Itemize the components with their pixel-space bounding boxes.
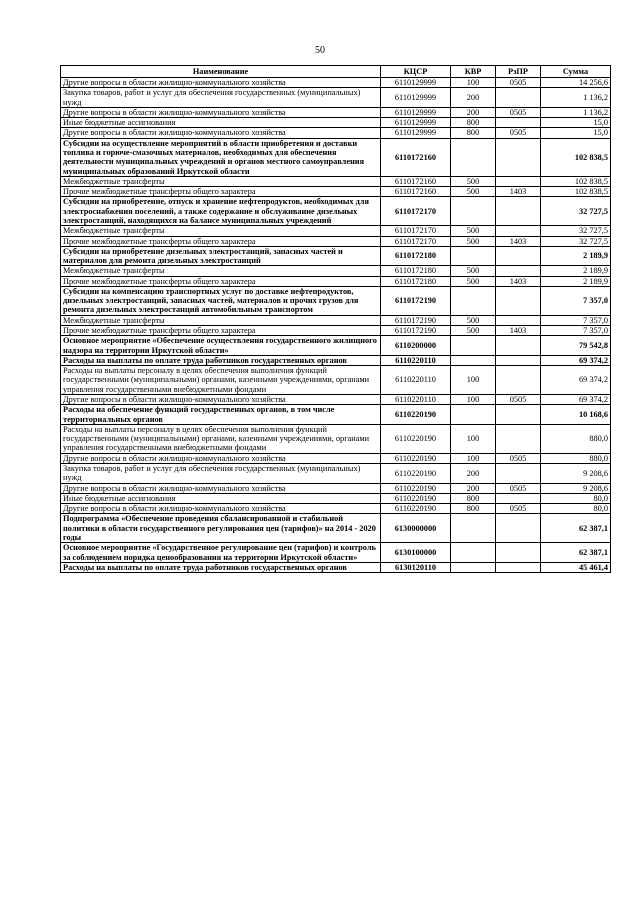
cell-sum: 69 374,2	[541, 355, 611, 365]
cell-code: 6110220190	[381, 504, 451, 514]
cell-code: 6130100000	[381, 543, 451, 563]
cell-sum: 62 387,1	[541, 543, 611, 563]
cell-kvr: 200	[451, 88, 496, 108]
cell-sum: 15,0	[541, 118, 611, 128]
cell-code: 6110172160	[381, 187, 451, 197]
cell-name: Прочие межбюджетные трансферты общего характера	[61, 276, 381, 286]
cell-rz	[496, 286, 541, 315]
cell-code: 6110129999	[381, 88, 451, 108]
cell-code: 6110172160	[381, 176, 451, 186]
cell-kvr	[451, 514, 496, 543]
cell-sum: 1 136,2	[541, 107, 611, 117]
cell-sum: 2 189,9	[541, 276, 611, 286]
cell-sum: 102 838,5	[541, 187, 611, 197]
cell-kvr: 200	[451, 483, 496, 493]
cell-rz: 0505	[496, 128, 541, 138]
table-body	[61, 78, 611, 573]
cell-code: 6110172180	[381, 266, 451, 276]
cell-kvr: 200	[451, 463, 496, 483]
table-row	[61, 326, 611, 336]
cell-name: Субсидии на приобретение, отпуск и хранение нефтепродуктов, необходимых для электроснабжения поселений, а также содержание и обслуживание дизельных электростанций, находящихся на балансе муниципальных учреждений	[61, 197, 381, 226]
cell-sum: 15,0	[541, 128, 611, 138]
cell-kvr: 100	[451, 395, 496, 405]
cell-code: 6110129999	[381, 128, 451, 138]
budget-table	[60, 65, 611, 573]
cell-rz: 0505	[496, 107, 541, 117]
table-row	[61, 493, 611, 503]
table-row	[61, 395, 611, 405]
cell-kvr: 100	[451, 78, 496, 88]
cell-code: 6110220190	[381, 463, 451, 483]
cell-kvr: 500	[451, 315, 496, 325]
cell-kvr: 500	[451, 226, 496, 236]
cell-kvr	[451, 246, 496, 266]
cell-code: 6110220110	[381, 395, 451, 405]
cell-rz: 0505	[496, 504, 541, 514]
cell-name: Другие вопросы в области жилищно-коммунального хозяйства	[61, 395, 381, 405]
table-row	[61, 453, 611, 463]
cell-name: Иные бюджетные ассигнования	[61, 493, 381, 503]
cell-name: Субсидии на компенсацию транспортных услуг по доставке нефтепродуктов, дизельных электростанций, запасных частей, материалов и прочих грузов для ремонта дизельных электростанций автомобильным транспортом	[61, 286, 381, 315]
table-row	[61, 88, 611, 108]
cell-kvr: 500	[451, 176, 496, 186]
table-row	[61, 562, 611, 572]
header-kvr: КВР	[451, 66, 496, 78]
cell-name: Другие вопросы в области жилищно-коммунального хозяйства	[61, 78, 381, 88]
table-row	[61, 138, 611, 176]
cell-sum: 69 374,2	[541, 395, 611, 405]
cell-rz	[496, 336, 541, 356]
cell-name: Субсидии на приобретение дизельных электростанций, запасных частей и материалов для ремонта дизельных электростанций	[61, 246, 381, 266]
header-code: КЦСР	[381, 66, 451, 78]
cell-kvr	[451, 562, 496, 572]
cell-kvr: 500	[451, 326, 496, 336]
table-row	[61, 504, 611, 514]
table-row	[61, 424, 611, 453]
cell-sum: 10 168,6	[541, 405, 611, 425]
cell-rz	[496, 138, 541, 176]
cell-name: Основное мероприятие «Государственное регулирование цен (тарифов) и контроль за соблюдением порядка ценообразования на территории Иркутской области»	[61, 543, 381, 563]
table-row	[61, 276, 611, 286]
page-number: 50	[315, 45, 325, 56]
cell-code: 6110129999	[381, 78, 451, 88]
cell-sum: 2 189,9	[541, 246, 611, 266]
cell-sum: 1 136,2	[541, 88, 611, 108]
cell-kvr: 500	[451, 236, 496, 246]
cell-name: Прочие межбюджетные трансферты общего характера	[61, 326, 381, 336]
table-row	[61, 197, 611, 226]
cell-sum: 7 357,0	[541, 286, 611, 315]
table-row	[61, 286, 611, 315]
cell-code: 6110129999	[381, 118, 451, 128]
table-row	[61, 246, 611, 266]
cell-sum: 80,0	[541, 493, 611, 503]
cell-name: Прочие межбюджетные трансферты общего характера	[61, 187, 381, 197]
cell-kvr: 100	[451, 366, 496, 395]
cell-name: Расходы на выплаты персоналу в целях обеспечения выполнения функций государственными (муниципальными) органами, казенными учреждениями, органами управления государственными внебюджетными фондами	[61, 424, 381, 453]
cell-sum: 9 208,6	[541, 463, 611, 483]
cell-code: 6110220190	[381, 493, 451, 503]
cell-code: 6110220110	[381, 355, 451, 365]
cell-sum: 14 256,6	[541, 78, 611, 88]
cell-rz	[496, 463, 541, 483]
cell-kvr: 500	[451, 276, 496, 286]
table-row	[61, 514, 611, 543]
cell-kvr	[451, 405, 496, 425]
cell-kvr	[451, 355, 496, 365]
cell-name: Подпрограмма «Обеспечение проведения сбалансированной и стабильной политики в области государственного регулирования цен (тарифов)» на 2014 - 2020 годы	[61, 514, 381, 543]
cell-rz: 1403	[496, 236, 541, 246]
cell-code: 6110172190	[381, 286, 451, 315]
cell-rz: 0505	[496, 78, 541, 88]
cell-sum: 7 357,0	[541, 326, 611, 336]
table-row	[61, 226, 611, 236]
cell-rz: 0505	[496, 483, 541, 493]
cell-kvr	[451, 543, 496, 563]
table-row	[61, 483, 611, 493]
table-row	[61, 355, 611, 365]
cell-name: Иные бюджетные ассигнования	[61, 118, 381, 128]
cell-rz	[496, 315, 541, 325]
cell-kvr: 800	[451, 128, 496, 138]
cell-code: 6130120110	[381, 562, 451, 572]
cell-sum: 79 542,8	[541, 336, 611, 356]
cell-kvr	[451, 138, 496, 176]
table-row	[61, 128, 611, 138]
cell-rz: 1403	[496, 187, 541, 197]
cell-name: Межбюджетные трансферты	[61, 266, 381, 276]
cell-kvr: 100	[451, 453, 496, 463]
cell-name: Субсидии на осуществление мероприятий в области приобретения и доставки топлива и горюче-смазочных материалов, необходимых для обеспечения деятельности муниципальных учреждений и органов местного самоуправления муниципальных образований Иркутской области	[61, 138, 381, 176]
cell-name: Прочие межбюджетные трансферты общего характера	[61, 236, 381, 246]
cell-name: Другие вопросы в области жилищно-коммунального хозяйства	[61, 453, 381, 463]
table-row	[61, 118, 611, 128]
cell-code: 6130000000	[381, 514, 451, 543]
cell-name: Другие вопросы в области жилищно-коммунального хозяйства	[61, 483, 381, 493]
cell-kvr: 800	[451, 493, 496, 503]
cell-kvr	[451, 336, 496, 356]
cell-sum: 32 727,5	[541, 236, 611, 246]
cell-code: 6110172170	[381, 236, 451, 246]
cell-rz: 1403	[496, 326, 541, 336]
cell-sum: 880,0	[541, 424, 611, 453]
table-row	[61, 405, 611, 425]
cell-kvr: 800	[451, 504, 496, 514]
cell-name: Закупка товаров, работ и услуг для обеспечения государственных (муниципальных) нужд	[61, 463, 381, 483]
table-row	[61, 266, 611, 276]
cell-sum: 45 461,4	[541, 562, 611, 572]
cell-sum: 880,0	[541, 453, 611, 463]
cell-name: Основное мероприятие «Обеспечение осуществления государственного жилищного надзора на территории Иркутской области»	[61, 336, 381, 356]
cell-sum: 80,0	[541, 504, 611, 514]
cell-code: 6110220110	[381, 366, 451, 395]
cell-rz	[496, 355, 541, 365]
header-name: Наименование	[61, 66, 381, 78]
cell-name: Расходы на выплаты по оплате труда работников государственных органов	[61, 562, 381, 572]
cell-kvr: 500	[451, 187, 496, 197]
cell-sum: 102 838,5	[541, 138, 611, 176]
cell-code: 6110200000	[381, 336, 451, 356]
table-row	[61, 315, 611, 325]
cell-code: 6110172180	[381, 276, 451, 286]
cell-name: Расходы на выплаты по оплате труда работников государственных органов	[61, 355, 381, 365]
cell-kvr: 500	[451, 266, 496, 276]
table-row	[61, 236, 611, 246]
cell-rz	[496, 543, 541, 563]
cell-code: 6110172170	[381, 197, 451, 226]
table-row	[61, 543, 611, 563]
cell-code: 6110129999	[381, 107, 451, 117]
cell-code: 6110172190	[381, 315, 451, 325]
cell-rz: 0505	[496, 453, 541, 463]
cell-rz	[496, 118, 541, 128]
cell-kvr: 800	[451, 118, 496, 128]
cell-code: 6110172190	[381, 326, 451, 336]
table-row	[61, 463, 611, 483]
cell-code: 6110172180	[381, 246, 451, 266]
cell-name: Другие вопросы в области жилищно-коммунального хозяйства	[61, 504, 381, 514]
cell-rz	[496, 197, 541, 226]
cell-sum: 7 357,0	[541, 315, 611, 325]
cell-sum: 2 189,9	[541, 266, 611, 276]
cell-kvr: 100	[451, 424, 496, 453]
cell-rz	[496, 424, 541, 453]
cell-rz: 0505	[496, 395, 541, 405]
table-row	[61, 187, 611, 197]
cell-kvr: 200	[451, 107, 496, 117]
cell-name: Другие вопросы в области жилищно-коммунального хозяйства	[61, 128, 381, 138]
cell-code: 6110172170	[381, 226, 451, 236]
cell-name: Межбюджетные трансферты	[61, 176, 381, 186]
cell-kvr	[451, 197, 496, 226]
cell-rz	[496, 366, 541, 395]
cell-name: Расходы на выплаты персоналу в целях обеспечения выполнения функций государственными (муниципальными) органами, казенными учреждениями, органами управления государственными внебюджетными фондами	[61, 366, 381, 395]
table-row	[61, 107, 611, 117]
cell-kvr	[451, 286, 496, 315]
cell-name: Межбюджетные трансферты	[61, 226, 381, 236]
table-row	[61, 336, 611, 356]
cell-rz	[496, 246, 541, 266]
cell-rz	[496, 514, 541, 543]
cell-code: 6110220190	[381, 483, 451, 493]
table-row	[61, 176, 611, 186]
cell-rz	[496, 562, 541, 572]
cell-code: 6110172160	[381, 138, 451, 176]
table-row	[61, 366, 611, 395]
header-rz: РзПР	[496, 66, 541, 78]
header-sum: Сумма	[541, 66, 611, 78]
cell-name: Другие вопросы в области жилищно-коммунального хозяйства	[61, 107, 381, 117]
table-header-row	[61, 66, 611, 78]
cell-code: 6110220190	[381, 424, 451, 453]
cell-name: Межбюджетные трансферты	[61, 315, 381, 325]
cell-sum: 62 387,1	[541, 514, 611, 543]
cell-sum: 32 727,5	[541, 197, 611, 226]
cell-code: 6110220190	[381, 453, 451, 463]
cell-sum: 69 374,2	[541, 366, 611, 395]
cell-sum: 32 727,5	[541, 226, 611, 236]
cell-rz: 1403	[496, 276, 541, 286]
cell-rz	[496, 266, 541, 276]
cell-sum: 9 208,6	[541, 483, 611, 493]
cell-sum: 102 838,5	[541, 176, 611, 186]
cell-rz	[496, 176, 541, 186]
cell-rz	[496, 493, 541, 503]
cell-name: Закупка товаров, работ и услуг для обеспечения государственных (муниципальных) нужд	[61, 88, 381, 108]
cell-code: 6110220190	[381, 405, 451, 425]
cell-rz	[496, 226, 541, 236]
cell-rz	[496, 88, 541, 108]
table-row	[61, 78, 611, 88]
cell-name: Расходы на обеспечение функций государственных органов, в том числе территориальных органов	[61, 405, 381, 425]
cell-rz	[496, 405, 541, 425]
